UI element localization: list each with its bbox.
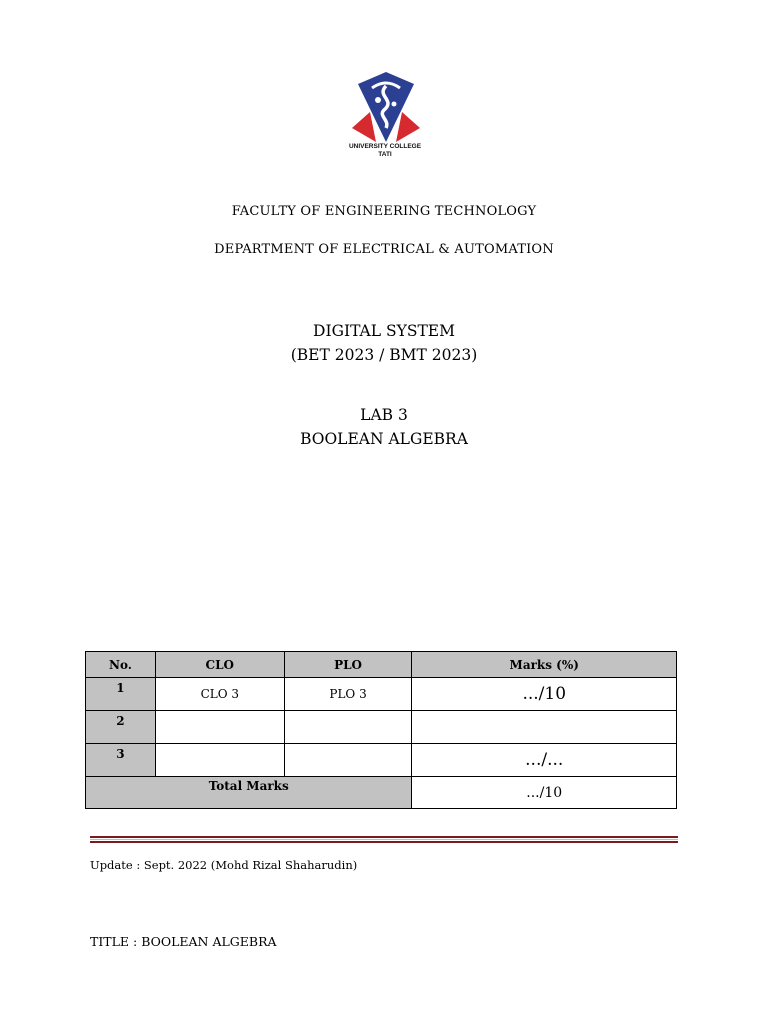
logo-caption-line1: UNIVERSITY COLLEGE (348, 143, 422, 150)
document-title: TITLE : BOOLEAN ALGEBRA (90, 934, 277, 949)
row-no: 2 (86, 711, 156, 744)
total-value: .../10 (412, 777, 677, 809)
marks-table (85, 651, 677, 809)
row-plo (284, 744, 412, 777)
divider-rule (90, 839, 678, 840)
course-code: (BET 2023 / BMT 2023) (290, 346, 478, 364)
table-row (86, 744, 677, 777)
row-clo (155, 711, 284, 744)
logo-caption (330, 143, 440, 158)
row-plo: PLO 3 (284, 678, 412, 711)
table-header-row (86, 652, 677, 678)
lab-title: BOOLEAN ALGEBRA (300, 430, 468, 448)
row-clo (155, 744, 284, 777)
divider-rule (90, 836, 678, 838)
row-marks: .../... (412, 744, 677, 777)
row-no: 1 (86, 678, 156, 711)
department-heading: DEPARTMENT OF ELECTRICAL & AUTOMATION (214, 242, 554, 257)
table-row (86, 678, 677, 711)
header-plo: PLO (284, 652, 412, 678)
row-marks (412, 711, 677, 744)
header-marks: Marks (%) (412, 652, 677, 678)
row-marks: .../10 (412, 678, 677, 711)
course-name: DIGITAL SYSTEM (313, 322, 455, 340)
table-row (86, 711, 677, 744)
row-plo (284, 711, 412, 744)
lab-number: LAB 3 (360, 406, 408, 424)
total-label: Total Marks (86, 777, 412, 809)
header-clo: CLO (155, 652, 284, 678)
row-clo: CLO 3 (155, 678, 284, 711)
divider-rule (90, 841, 678, 843)
faculty-heading: FACULTY OF ENGINEERING TECHNOLOGY (231, 204, 537, 219)
logo-caption-line2: TATI (378, 150, 392, 158)
total-row (86, 777, 677, 809)
header-no: No. (86, 652, 156, 678)
row-no: 3 (86, 744, 156, 777)
update-note: Update : Sept. 2022 (Mohd Rizal Shaharudin) (90, 858, 358, 872)
